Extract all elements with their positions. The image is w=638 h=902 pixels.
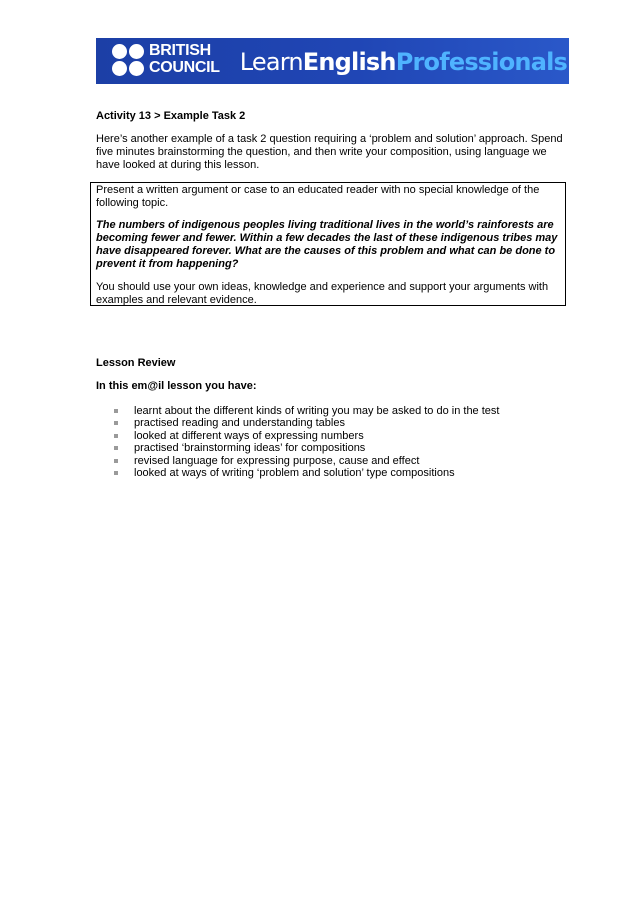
british-council-logo-icon xyxy=(112,44,146,78)
task-box xyxy=(90,182,566,306)
task-instruction: You should use your own ideas, knowledge and experience and support your arguments with examples and relevant evidence. xyxy=(96,281,549,306)
square-bullet-icon xyxy=(114,459,118,463)
task-question: The numbers of indigenous peoples living traditional lives in the world’s rainforests are becoming fewer and fewer. Within a few decades the last of these indigenous tribes may have disappeared forever. What are the causes of this problem and what can be done to prevent it from happening? xyxy=(96,219,558,270)
task-prompt: Present a written argument or case to an educated reader with no special knowledge of the following topic. xyxy=(96,184,540,209)
activity-intro: Here’s another example of a task 2 question requiring a ‘problem and solution’ approach. Spend five minutes brainstorming the question, and then write your composition, using language we have looked at during this lesson. xyxy=(96,133,563,171)
square-bullet-icon xyxy=(114,409,118,413)
learnenglish-professionals-wordmark: LearnEnglishProfessionals xyxy=(239,48,567,76)
header-banner xyxy=(96,38,569,84)
square-bullet-icon xyxy=(114,446,118,450)
british-council-wordmark: BRITISH COUNCIL xyxy=(149,42,220,76)
square-bullet-icon xyxy=(114,434,118,438)
square-bullet-icon xyxy=(114,471,118,475)
review-title: Lesson Review xyxy=(96,357,176,369)
square-bullet-icon xyxy=(114,421,118,425)
activity-title: Activity 13 > Example Task 2 xyxy=(96,110,246,122)
review-subtitle: In this em@il lesson you have: xyxy=(96,380,257,392)
